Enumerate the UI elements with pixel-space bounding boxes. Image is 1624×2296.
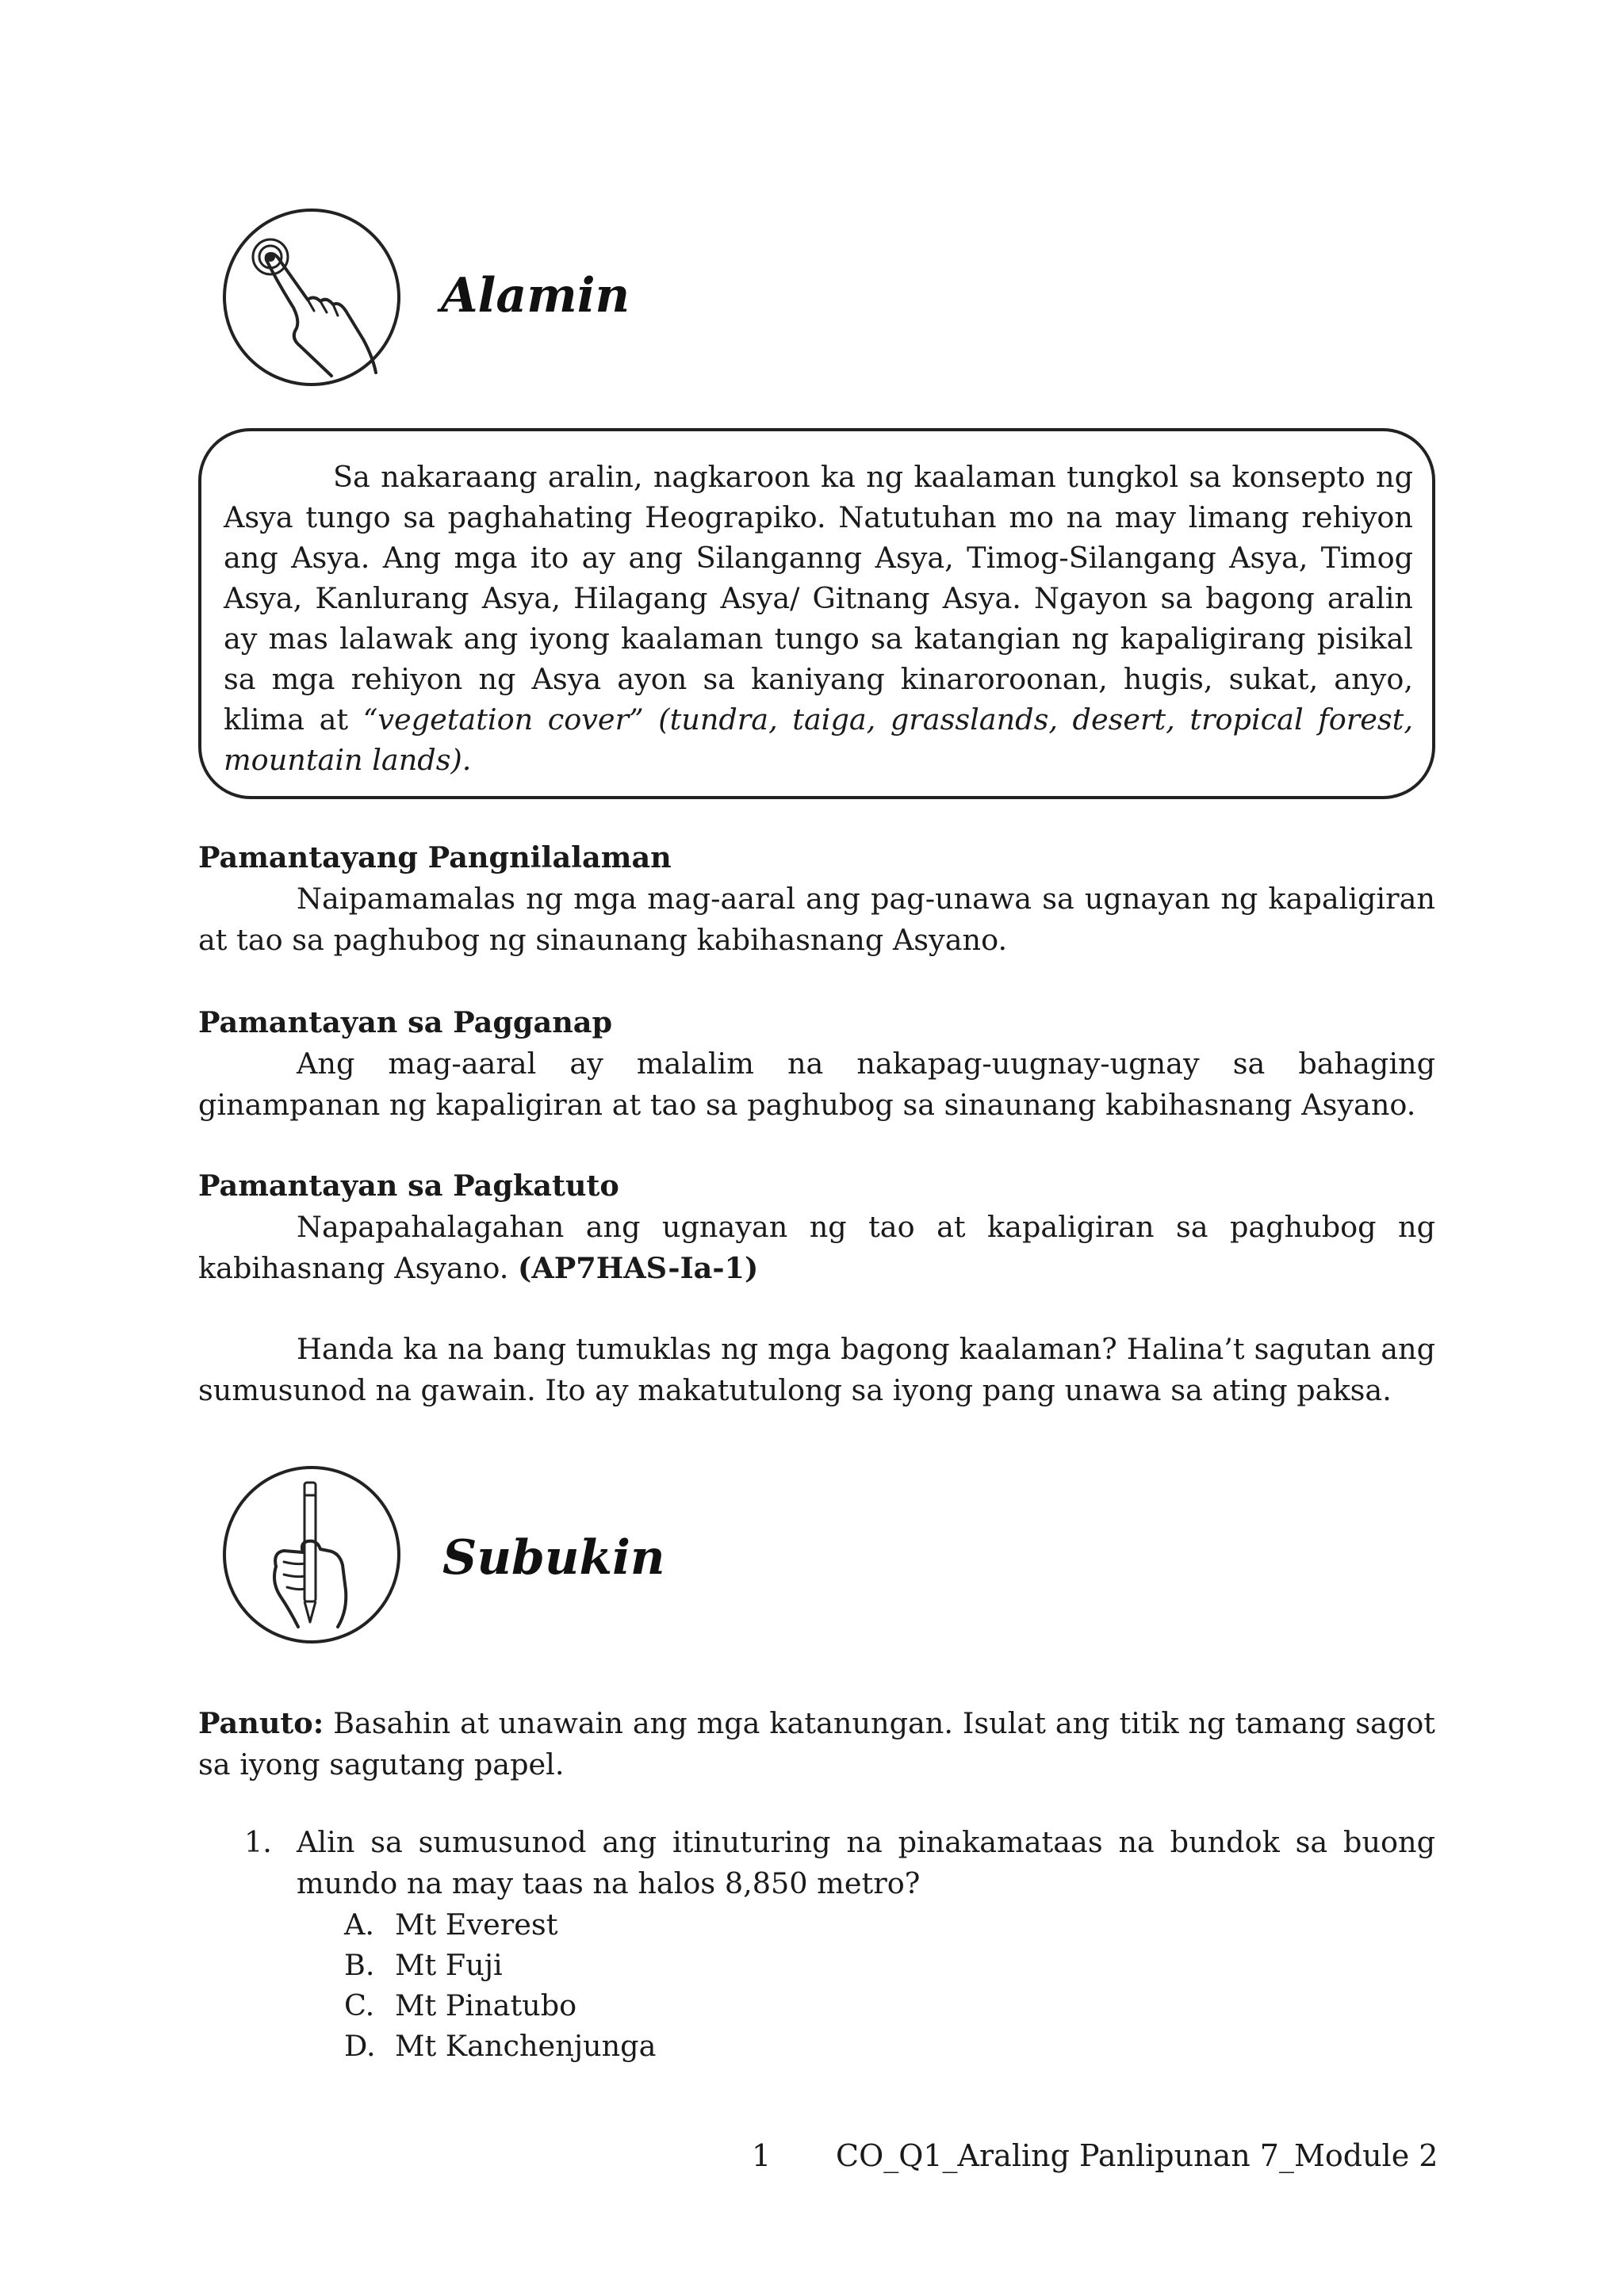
panuto-body: Basahin at unawain ang mga katanungan. Isulat ang titik ng tamang sagot sa iyong sagutang papel. [198,1706,1435,1781]
intro-paragraph [224,457,1413,780]
choice-letter: D. [344,2029,376,2063]
competency-code: (AP7HAS-Ia-1) [518,1251,759,1285]
panuto-section [198,1703,1435,1785]
alamin-title: Alamin [441,268,630,323]
intro-box [198,428,1435,799]
intro-text: Sa nakaraang aralin, nagkaroon ka ng kaalaman tungkol sa konsepto ng Asya tungo sa paghahating Heograpiko. Natutuhan mo na may limang rehiyon ang Asya. Ang mga ito ay ang Silanganng Asya, Timog-Silangang Asya, Timog Asya, Kanlurang Asya, Hilagang Asya/ Gitnang Asya. Ngayon sa bagong aralin ay mas lalawak ang iyong kaalaman tungo sa katangian ng kapaligirang pisikal sa mga rehiyon ng Asya ayon sa kaniyang kinaroroonan, hugis, sukat, anyo, klima at [224,460,1413,737]
pamantayang-pangnilalaman-heading: Pamantayang Pangnilalaman [198,840,672,874]
choice-letter: C. [344,1988,375,2022]
answer-choices [344,1904,656,2066]
question-number: 1. [244,1825,272,1859]
pamantayan-pagkatuto-heading: Pamantayan sa Pagkatuto [198,1169,619,1203]
handa-section [198,1329,1435,1411]
panuto-label: Panuto: [198,1706,324,1740]
module-code: CO_Q1_Araling Panlipunan 7_Module 2 [836,2138,1438,2173]
choice-text: Mt Everest [395,1908,558,1942]
choice-c [344,1985,656,2026]
pamantayan-pagganap-text [198,1043,1435,1126]
choice-a [344,1904,656,1945]
subukin-title: Subukin [442,1530,665,1586]
hand-pencil-icon [220,1464,403,1646]
choice-text: Mt Kanchenjunga [395,2029,657,2063]
choice-letter: B. [344,1948,375,1982]
panuto-text [198,1703,1435,1785]
choice-text: Mt Pinatubo [395,1988,577,2022]
choice-text: Mt Fuji [395,1948,503,1982]
pamantayang-pangnilalaman-section [198,837,1435,961]
pamantayan-pagkatuto-section [198,1165,1435,1289]
pamantayan-pagkatuto-body: Napapahalagahan ang ugnayan ng tao at kapaligiran sa paghubog ng kabihasnang Asyano. [198,1210,1435,1285]
handa-text [198,1329,1435,1411]
page-number: 1 [752,2138,772,2173]
intro-italic-text: “vegetation cover” (tundra, taiga, grasslands, desert, tropical forest, mountain lands). [224,702,1413,777]
pamantayan-pagkatuto-text [198,1207,1435,1289]
pamantayang-pangnilalaman-text [198,878,1435,961]
pamantayan-pagganap-body: Ang mag-aaral ay malalim na nakapag-uugnay-ugnay sa bahaging ginampanan ng kapaligiran at tao sa paghubog sa sinaunang kabihasnang Asyano. [198,1047,1435,1122]
pointing-finger-icon [220,206,403,388]
pamantayan-pagganap-section [198,1002,1435,1126]
choice-letter: A. [344,1908,375,1942]
pamantayan-pagganap-heading: Pamantayan sa Pagganap [198,1005,613,1039]
question-text: Alin sa sumusunod ang itinuturing na pinakamataas na bundok sa buong mundo na may taas na halos 8,850 metro? [297,1825,1435,1900]
handa-body: Handa ka na bang tumuklas ng mga bagong kaalaman? Halina’t sagutan ang sumusunod na gawain. Ito ay makatutulong sa iyong pang unawa sa ating paksa. [198,1332,1435,1407]
pamantayang-pangnilalaman-body: Naipamamalas ng mga mag-aaral ang pag-unawa sa ugnayan ng kapaligiran at tao sa paghubog ng sinaunang kabihasnang Asyano. [198,882,1435,957]
choice-b [344,1945,656,1985]
choice-d [344,2026,656,2066]
